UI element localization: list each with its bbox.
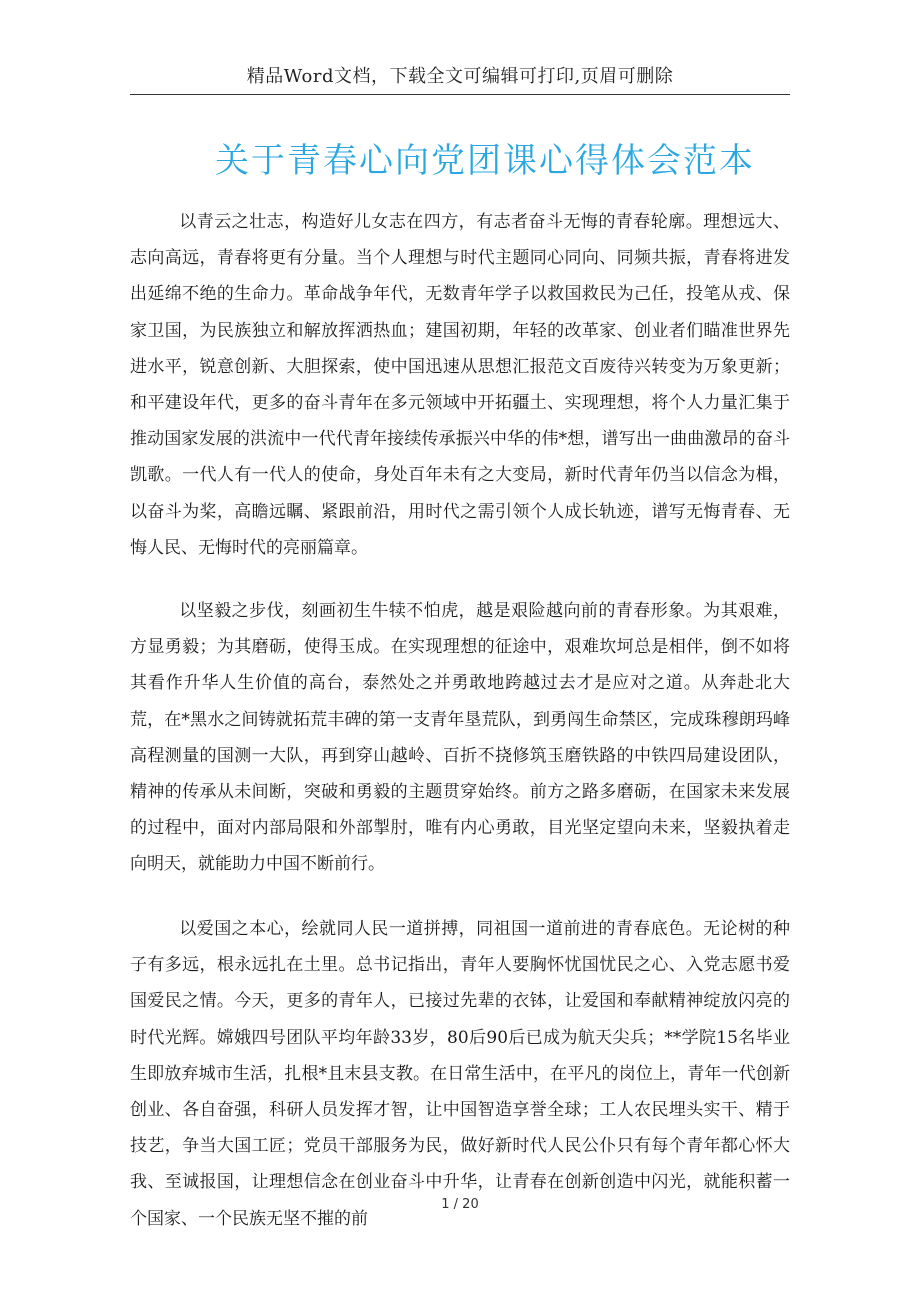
paragraph-3: 以爱国之本心，绘就同人民一道拼搏，同祖国一道前进的青春底色。无论树的种子有多远，根永远扎在土里。总书记指出，青年人要胸怀忧国忧民之心、入党志愿书爱国爱民之情。今天，更多的青年人，已接过先辈的衣钵，让爱国和奉献精神绽放闪亮的时代光辉。嫦娥四号团队平均年龄33岁，80后90后已成为航天尖兵；**学院15名毕业生即放弃城市生活，扎根*且末县支教。在日常生活中，在平凡的岗位上，青年一代创新创业、各自奋强，科研人员发挥才智，让中国智造享誉全球；工人农民埋头实干、精于技艺，争当大国工匠；党员干部服务为民，做好新时代人民公仆只有每个青年都心怀大我、至诚报国，让理想信念在创业奋斗中升华，让青春在创新创造中闪光，就能积蓄一个国家、一个民族无坚不摧的前 <box>130 919 790 1229</box>
header-divider <box>130 94 790 95</box>
page-number: 1 / 20 <box>441 1197 479 1212</box>
paragraph-1: 以青云之壮志，构造好儿女志在四方，有志者奋斗无悔的青春轮廓。理想远大、志向高远，青春将更有分量。当个人理想与时代主题同心同向、同频共振，青春将进发出延绵不绝的生命力。革命战争年代，无数青年学子以救国救民为己任，投笔从戎、保家卫国，为民族独立和解放挥洒热血；建国初期，年轻的改革家、创业者们瞄准世界先进水平，锐意创新、大胆探索，使中国迅速从思想汇报范文百废待兴转变为万象更新；和平建设年代，更多的奋斗青年在多元领域中开拓疆土、实现理想，将个人力量汇集于推动国家发展的洪流中一代代青年接续传承振兴中华的伟*想，谱写出一曲曲激昂的奋斗凯歌。一代人有一代人的使命，身处百年未有之大变局，新时代青年仍当以信念为楫，以奋斗为桨，高瞻远瞩、紧跟前沿，用时代之需引领个人成长轨迹，谱写无悔青春、无悔人民、无悔时代的亮丽篇章。 <box>130 212 790 558</box>
paragraph-2: 以坚毅之步伐，刻画初生牛犊不怕虎，越是艰险越向前的青春形象。为其艰难，方显勇毅；为其磨砺，使得玉成。在实现理想的征途中，艰难坎坷总是相伴，倒不如将其看作升华人生价值的高台，泰然处之并勇敢地跨越过去才是应对之道。从奔赴北大荒，在*黑水之间铸就拓荒丰碑的第一支青年垦荒队，到勇闯生命禁区，完成珠穆朗玛峰高程测量的国测一大队，再到穿山越岭、百折不挠修筑玉磨铁路的中铁四局建设团队，精神的传承从未间断，突破和勇毅的主题贯穿始终。前方之路多磨砺，在国家未来发展的过程中，面对内部局限和外部掣肘，唯有内心勇敢，目光坚定望向未来，坚毅执着走向明天，就能助力中国不断前行。 <box>130 601 790 875</box>
document-title: 关于青春心向党团课心得体会范本 <box>215 141 755 181</box>
page-header: 精品Word文档，下载全文可编辑可打印,页眉可删除 <box>246 66 674 87</box>
